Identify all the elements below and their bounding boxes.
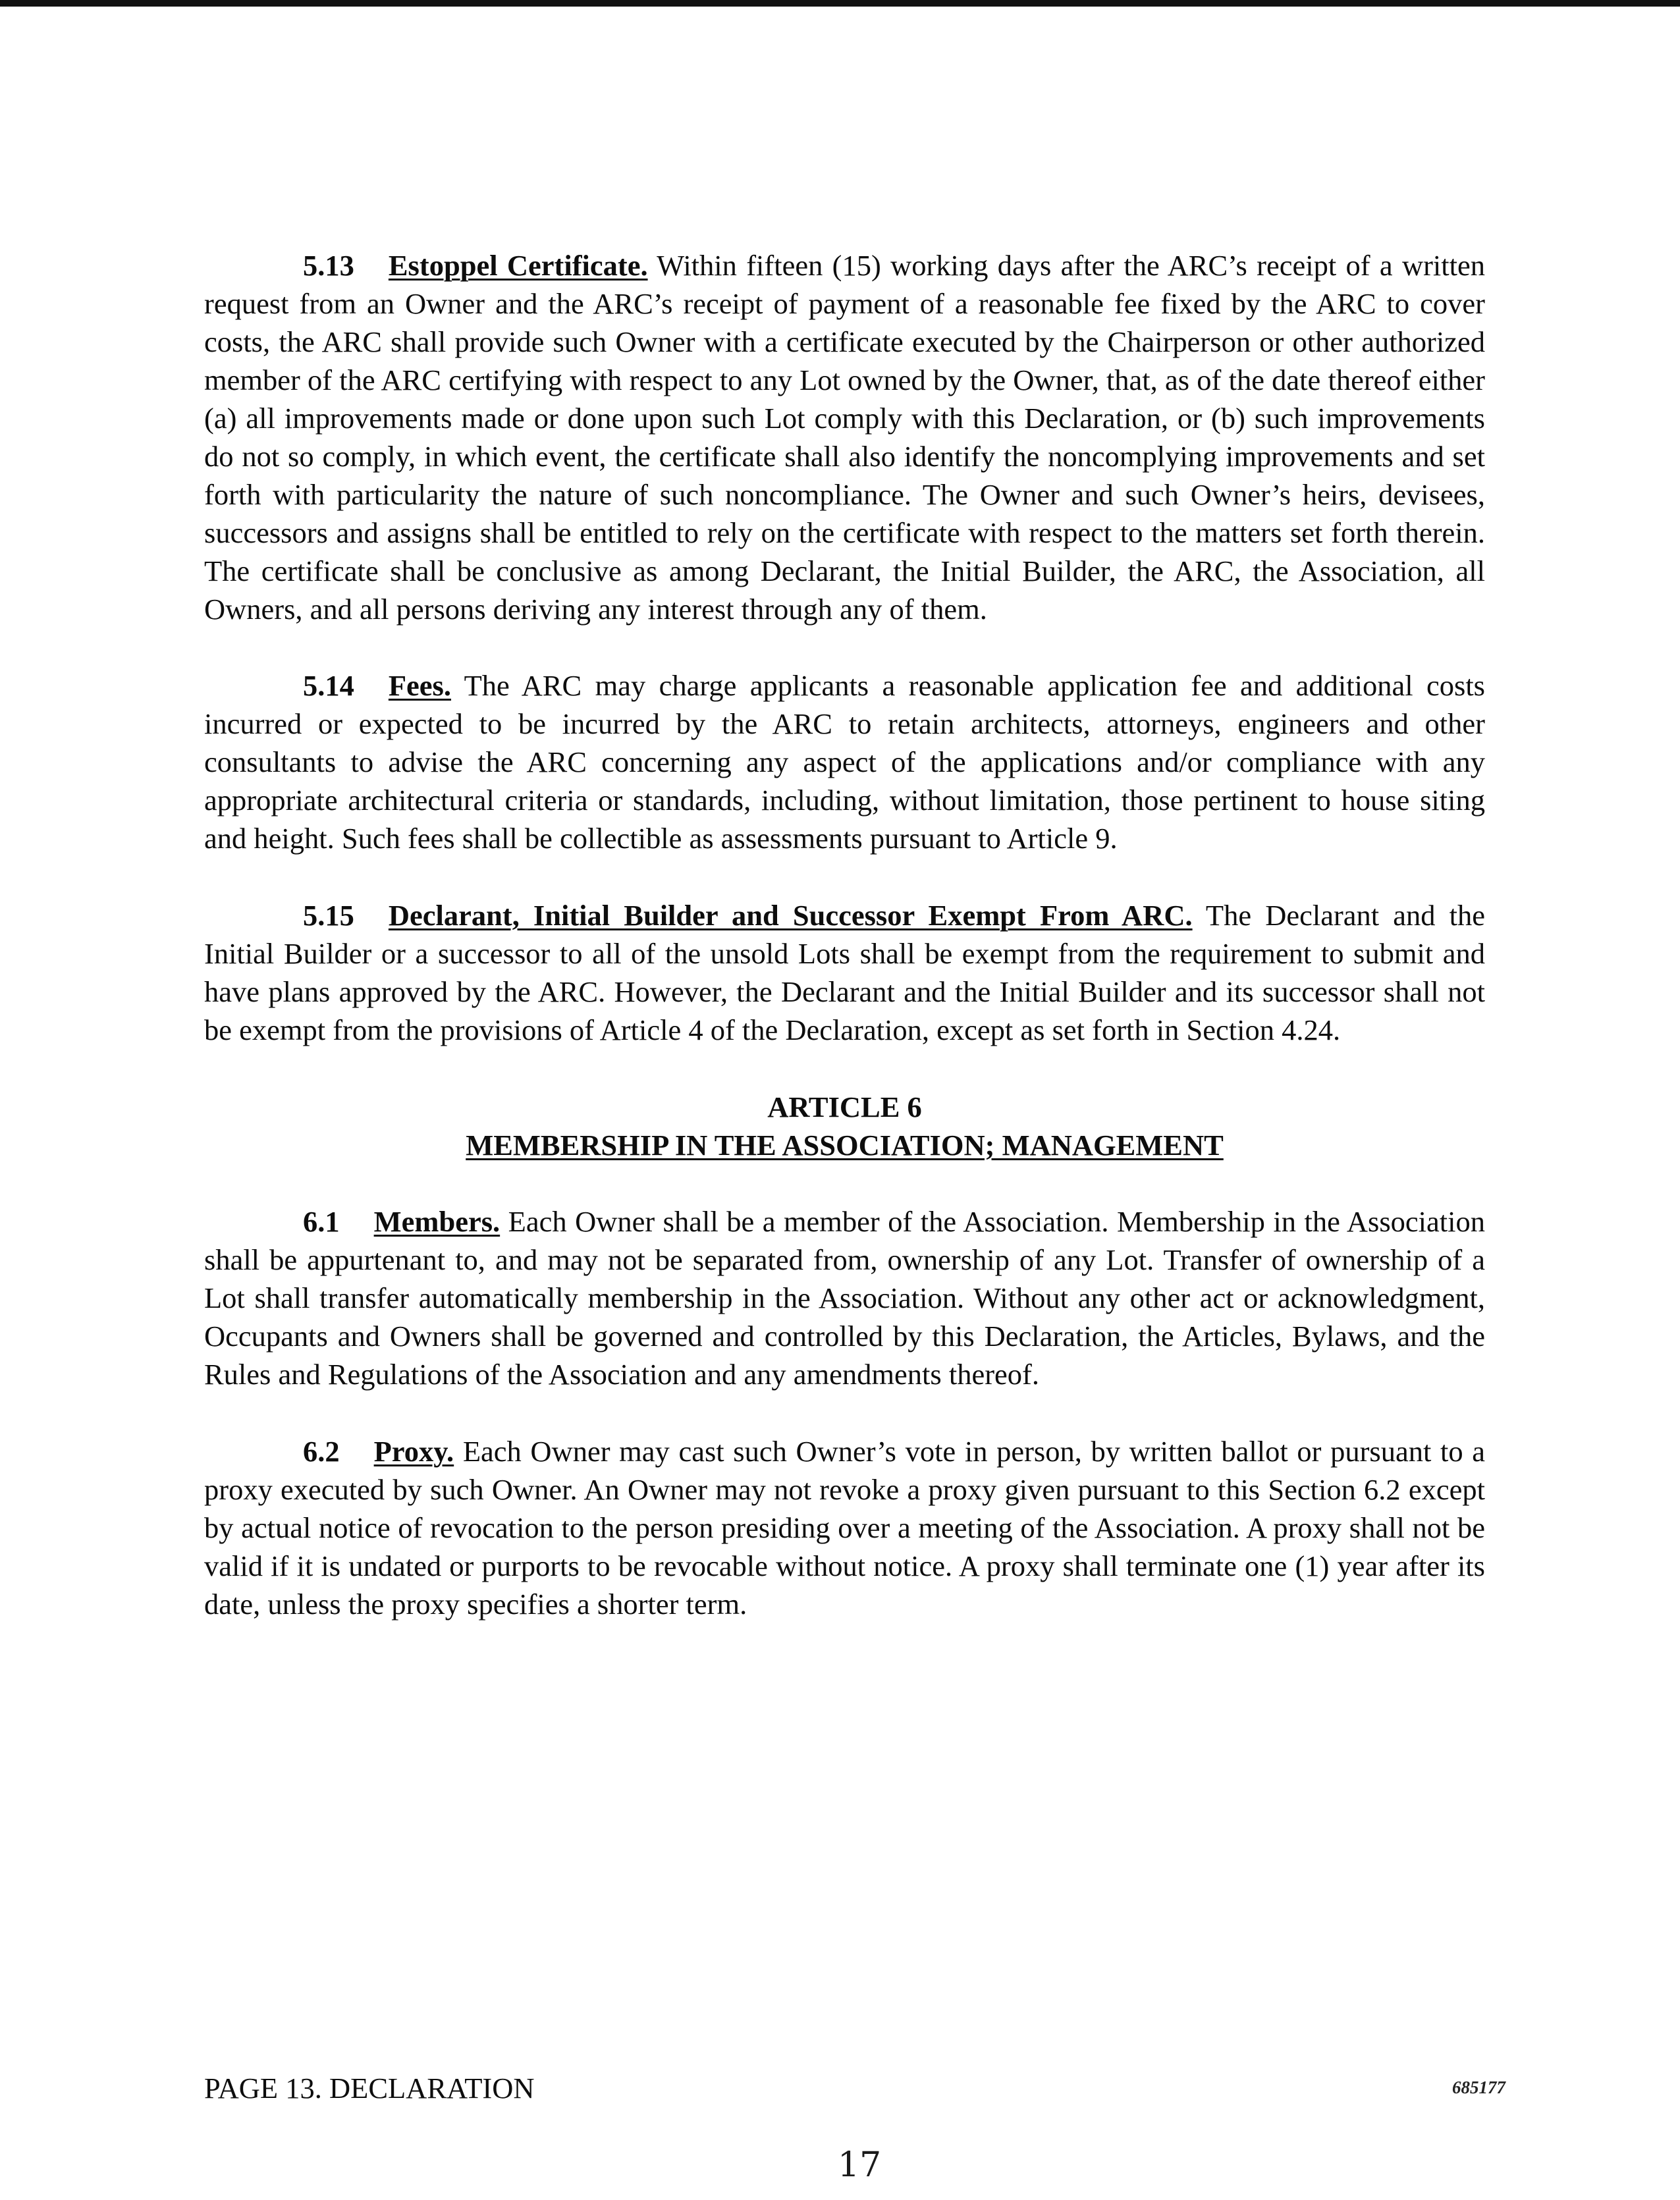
article-subtitle: MEMBERSHIP IN THE ASSOCIATION; MANAGEMENT xyxy=(466,1129,1224,1162)
article-title: ARTICLE 6 xyxy=(767,1090,922,1123)
section-text: Within fifteen (15) working days after the ARC’s receipt of a written request from an Owner and the ARC’s receipt of payment of a reasonable fee fixed by the ARC to cover costs, the ARC shall provide such Owner with a certificate executed by the Chairperson or other authorized member of the ARC certifying with respect to any Lot owned by the Owner, that, as of the date thereof either (a) all improvements made or done upon such Lot comply with this Declaration, or (b) such improvements do not so comply, in which event, the certificate shall also identify the noncomplying improvements and set forth with particularity the nature of such noncompliance. The Owner and such Owner’s heirs, devisees, successors and assigns shall be entitled to rely on the certificate with respect to the matters set forth therein. The certificate shall be conclusive as among Declarant, the Initial Builder, the ARC, the Association, all Owners, and all persons deriving any interest through any of them. xyxy=(204,249,1485,626)
section-number: 6.1 xyxy=(303,1205,340,1238)
section-number: 5.14 xyxy=(303,669,354,702)
footer-doc-number: 685177 xyxy=(1452,2078,1505,2097)
scan-top-edge xyxy=(0,0,1680,7)
section-text: Each Owner shall be a member of the Association. Membership in the Association shall be appurtenant to, and may not be separated from, ownership of any Lot. Transfer of ownership of a Lot shall transfer automatically membership in the Association. Without any other act or acknowledgment, Occupants and Owners shall be governed and controlled by this Declaration, the Articles, Bylaws, and the Rules and Regulations of the Association and any amendments thereof. xyxy=(204,1205,1485,1391)
section-5-14 xyxy=(204,666,1485,857)
section-5-13 xyxy=(204,246,1485,628)
section-title: Declarant, Initial Builder and Successor Exempt From ARC. xyxy=(388,899,1193,932)
section-5-15 xyxy=(204,896,1485,1049)
section-title: Estoppel Certificate. xyxy=(388,249,648,282)
section-6-2 xyxy=(204,1432,1485,1623)
section-6-1 xyxy=(204,1202,1485,1393)
section-title: Members. xyxy=(373,1205,501,1238)
section-title: Fees. xyxy=(388,669,452,702)
section-number: 5.13 xyxy=(303,249,354,282)
footer-page-label: PAGE 13. DECLARATION xyxy=(204,2072,535,2105)
section-number: 6.2 xyxy=(303,1435,340,1468)
section-text: The ARC may charge applicants a reasonable application fee and additional costs incurred or expected to be incurred by the ARC to retain architects, attorneys, engineers and other consultants to advise the ARC concerning any aspect of the applications and/or compliance with any appropriate architectural criteria or standards, including, without limitation, those pertinent to house siting and height. Such fees shall be collectible as assessments pursuant to Article 9. xyxy=(204,669,1485,855)
article-heading xyxy=(204,1088,1485,1164)
section-number: 5.15 xyxy=(303,899,354,932)
document-body xyxy=(204,246,1485,1623)
handwritten-page-number: 17 xyxy=(838,2145,882,2185)
section-text: Each Owner may cast such Owner’s vote in person, by written ballot or pursuant to a proxy executed by such Owner. An Owner may not revoke a proxy given pursuant to this Section 6.2 except by actual notice of revocation to the person presiding over a meeting of the Association. A proxy shall not be valid if it is undated or purports to be revocable without notice. A proxy shall terminate one (1) year after its date, unless the proxy specifies a shorter term. xyxy=(204,1435,1485,1621)
section-text: The Declarant and the Initial Builder or a successor to all of the unsold Lots shall be exempt from the requirement to submit and have plans approved by the ARC. However, the Declarant and the Initial Builder and its successor shall not be exempt from the provisions of Article 4 of the Declaration, except as set forth in Section 4.24. xyxy=(204,899,1485,1046)
section-title: Proxy. xyxy=(373,1435,454,1468)
